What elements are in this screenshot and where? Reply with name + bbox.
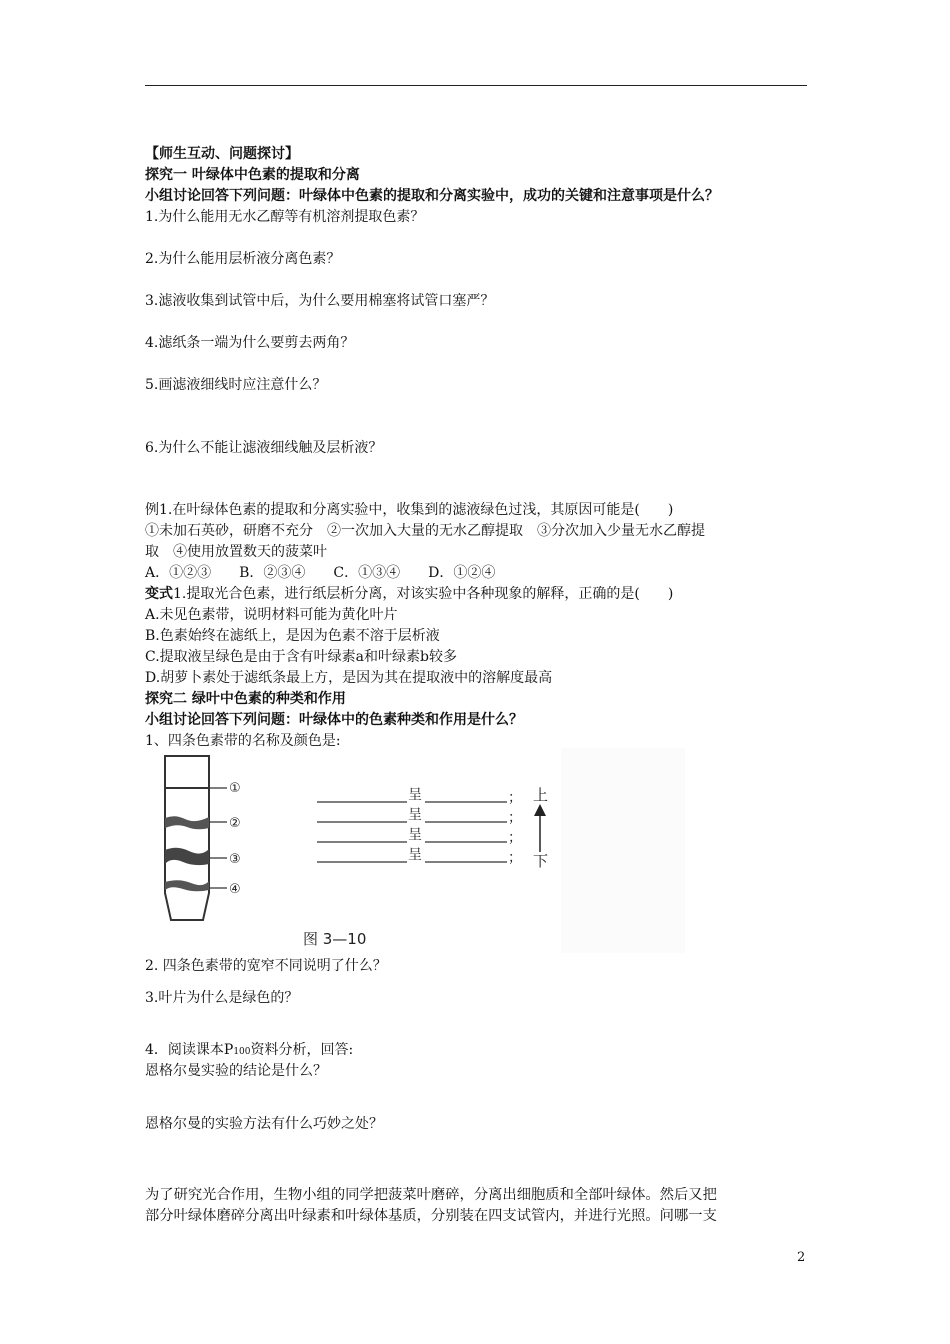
filter-paper-strip bbox=[165, 756, 209, 920]
variant-option-b: B.色素始终在滤纸上，是因为色素不溶于层析液 bbox=[145, 628, 440, 644]
variant-option-d: D.胡萝卜素处于滤纸条最上方，是因为其在提取液中的溶解度最高 bbox=[145, 670, 553, 686]
blank-semicolon-3: ； bbox=[508, 830, 522, 846]
blank-word-4: 呈 bbox=[408, 847, 422, 863]
part2-discussion: 小组讨论回答下列问题：叶绿体中的色素种类和作用是什么？ bbox=[145, 712, 523, 728]
question-4: 4.滤纸条一端为什么要剪去两角？ bbox=[145, 335, 355, 351]
part1-title: 探究一 叶绿体中色素的提取和分离 bbox=[145, 167, 360, 183]
blank-word-3: 呈 bbox=[408, 827, 422, 843]
q4-page-subscript: 100 bbox=[233, 1047, 251, 1057]
example-line2: ①未加石英砂，研磨不充分 ②一次加入大量的无水乙醇提取 ③分次加入少量无水乙醇提 bbox=[145, 523, 705, 539]
part2-question-1: 1、四条色素带的名称及颜色是: bbox=[145, 733, 341, 749]
q4-post: 资料分析，回答: bbox=[250, 1042, 354, 1058]
page-number: 2 bbox=[797, 1250, 806, 1265]
band-4 bbox=[165, 880, 209, 891]
bottom-label: 下 bbox=[533, 852, 549, 870]
part2-question-3: 3.叶片为什么是绿色的？ bbox=[145, 990, 299, 1006]
part2-question-4a: 恩格尔曼实验的结论是什么？ bbox=[145, 1063, 327, 1079]
figure-caption: 图 3—10 bbox=[303, 930, 367, 948]
example-choices: A．①②③ B．②③④ C．①③④ D．①②④ bbox=[145, 565, 496, 581]
blank-word-1: 呈 bbox=[408, 787, 422, 803]
part2-title: 探究二 绿叶中色素的种类和作用 bbox=[145, 691, 346, 707]
variant-option-a: A.未见色素带，说明材料可能为黄化叶片 bbox=[145, 607, 398, 623]
question-1: 1.为什么能用无水乙醇等有机溶剂提取色素？ bbox=[145, 209, 425, 225]
header-rule bbox=[145, 85, 807, 86]
variant-label: 变式 bbox=[145, 586, 173, 602]
band-label-4: ④ bbox=[229, 882, 241, 897]
chromatography-figure bbox=[145, 748, 685, 953]
paragraph-line-1: 为了研究光合作用，生物小组的同学把菠菜叶磨碎，分离出细胞质和全部叶绿体。然后又把 bbox=[145, 1187, 717, 1203]
example-stem: 例1.在叶绿体色素的提取和分离实验中，收集到的滤液绿色过浅，其原因可能是( ) bbox=[145, 502, 674, 518]
band-3 bbox=[165, 848, 209, 865]
part2-question-4 bbox=[145, 1040, 353, 1062]
blank-semicolon-1: ； bbox=[508, 790, 522, 806]
part2-question-4b: 恩格尔曼的实验方法有什么巧妙之处？ bbox=[145, 1116, 383, 1132]
paragraph-line-2: 部分叶绿体磨碎分离出叶绿素和叶绿体基质，分别装在四支试管内，并进行光照。问哪一支 bbox=[145, 1208, 717, 1224]
blank-semicolon-2: ； bbox=[508, 810, 522, 826]
question-3: 3.滤液收集到试管中后，为什么要用棉塞将试管口塞严？ bbox=[145, 293, 495, 309]
part2-question-2: 2. 四条色素带的宽窄不同说明了什么？ bbox=[145, 958, 387, 974]
q4-pre: 4．阅读课本P bbox=[145, 1042, 234, 1058]
band-label-2: ② bbox=[229, 816, 241, 831]
question-5: 5.画滤液细线时应注意什么？ bbox=[145, 377, 327, 393]
band-2 bbox=[165, 816, 209, 829]
question-2: 2.为什么能用层析液分离色素？ bbox=[145, 251, 341, 267]
variant-option-c: C.提取液呈绿色是由于含有叶绿素a和叶绿素b较多 bbox=[145, 649, 457, 665]
section-header: 【师生互动、问题探讨】 bbox=[145, 146, 299, 162]
band-label-3: ③ bbox=[229, 852, 241, 867]
band-label-1: ① bbox=[229, 781, 241, 796]
up-arrow-icon bbox=[534, 804, 546, 852]
top-label: 上 bbox=[533, 786, 549, 804]
part1-discussion: 小组讨论回答下列问题：叶绿体中色素的提取和分离实验中，成功的关键和注意事项是什么？ bbox=[145, 188, 719, 204]
variant-stem bbox=[145, 584, 673, 604]
variant-text: 1.提取光合色素，进行纸层析分离，对该实验中各种现象的解释，正确的是( ) bbox=[173, 586, 674, 602]
example-line3: 取 ④使用放置数天的菠菜叶 bbox=[145, 544, 327, 560]
blank-word-2: 呈 bbox=[408, 807, 422, 823]
question-6: 6.为什么不能让滤液细线触及层析液？ bbox=[145, 440, 383, 456]
blank-semicolon-4: ； bbox=[508, 850, 522, 866]
